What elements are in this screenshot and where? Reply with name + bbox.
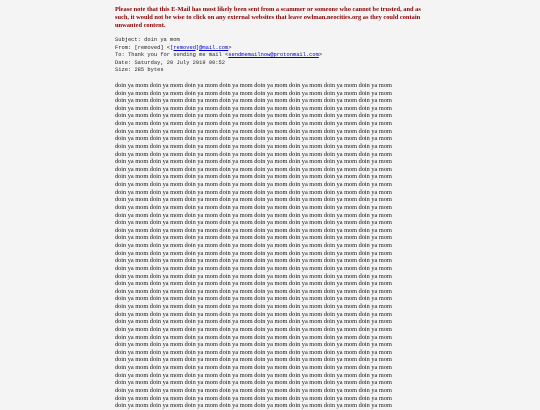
body-line: doin ya mom doin ya mom doin ya mom doin ya mom doin ya mom doin ya mom doin ya mom doin ya mom	[115, 242, 392, 250]
body-line: doin ya mom doin ya mom doin ya mom doin ya mom doin ya mom doin ya mom doin ya mom doin ya mom	[115, 89, 392, 97]
scam-warning: Please note that this E-Mail has most likely been sent from a scammer or someone who cannot be trusted, and as such, it would not be wise to click on any external websites that leave owlman.neocities.org as they could contain unwanted content.	[115, 6, 421, 29]
date-value: Saturday, 20 July 2019 00:52	[134, 59, 226, 66]
body-line: doin ya mom doin ya mom doin ya mom doin ya mom doin ya mom doin ya mom doin ya mom doin ya mom	[115, 142, 392, 150]
body-line: doin ya mom doin ya mom doin ya mom doin ya mom doin ya mom doin ya mom doin ya mom doin ya mom	[115, 364, 392, 372]
from-name: [removed]	[134, 44, 164, 51]
date-label: Date:	[115, 59, 132, 66]
email-headers: Subject: doin ya mom From: [removed] <[removed]@mail.com> To: Thank you for sending me mail <sendmemailnow@protonmail.com> Date: Saturday, 20 July 2019 00:52 Size: 285 bytes	[115, 37, 323, 74]
body-line: doin ya mom doin ya mom doin ya mom doin ya mom doin ya mom doin ya mom doin ya mom doin ya mom	[115, 97, 392, 105]
body-line: doin ya mom doin ya mom doin ya mom doin ya mom doin ya mom doin ya mom doin ya mom doin ya mom	[115, 158, 392, 166]
body-line: doin ya mom doin ya mom doin ya mom doin ya mom doin ya mom doin ya mom doin ya mom doin ya mom	[115, 173, 392, 181]
body-line: doin ya mom doin ya mom doin ya mom doin ya mom doin ya mom doin ya mom doin ya mom doin ya mom	[115, 371, 392, 379]
subject-value: doin ya mom	[144, 37, 180, 43]
body-line: doin ya mom doin ya mom doin ya mom doin ya mom doin ya mom doin ya mom doin ya mom doin ya mom	[115, 280, 392, 288]
body-line: doin ya mom doin ya mom doin ya mom doin ya mom doin ya mom doin ya mom doin ya mom doin ya mom	[115, 181, 392, 189]
body-line: doin ya mom doin ya mom doin ya mom doin ya mom doin ya mom doin ya mom doin ya mom doin ya mom	[115, 203, 392, 211]
body-line: doin ya mom doin ya mom doin ya mom doin ya mom doin ya mom doin ya mom doin ya mom doin ya mom	[115, 325, 392, 333]
from-label: From:	[115, 44, 132, 51]
email-view	[115, 6, 425, 410]
body-line: doin ya mom doin ya mom doin ya mom doin ya mom doin ya mom doin ya mom doin ya mom doin ya mom	[115, 112, 392, 120]
subject-label: Subject:	[115, 37, 141, 43]
body-line: doin ya mom doin ya mom doin ya mom doin ya mom doin ya mom doin ya mom doin ya mom doin ya mom	[115, 356, 392, 364]
body-line: doin ya mom doin ya mom doin ya mom doin ya mom doin ya mom doin ya mom doin ya mom doin ya mom	[115, 135, 392, 143]
to-name: Thank you for sending me mail	[127, 52, 222, 59]
body-line: doin ya mom doin ya mom doin ya mom doin ya mom doin ya mom doin ya mom doin ya mom doin ya mom	[115, 394, 392, 402]
body-line: doin ya mom doin ya mom doin ya mom doin ya mom doin ya mom doin ya mom doin ya mom doin ya mom	[115, 104, 392, 112]
body-line: doin ya mom doin ya mom doin ya mom doin ya mom doin ya mom doin ya mom doin ya mom doin ya mom	[115, 196, 392, 204]
size-value: 285 bytes	[134, 67, 164, 74]
body-line: doin ya mom doin ya mom doin ya mom doin ya mom doin ya mom doin ya mom doin ya mom doin ya mom	[115, 264, 392, 272]
body-line: doin ya mom doin ya mom doin ya mom doin ya mom doin ya mom doin ya mom doin ya mom doin ya mom	[115, 386, 392, 394]
body-line: doin ya mom doin ya mom doin ya mom doin ya mom doin ya mom doin ya mom doin ya mom doin ya mom	[115, 234, 392, 242]
body-line: doin ya mom doin ya mom doin ya mom doin ya mom doin ya mom doin ya mom doin ya mom doin ya mom	[115, 318, 392, 326]
email-body	[115, 82, 425, 410]
body-line: doin ya mom doin ya mom doin ya mom doin ya mom doin ya mom doin ya mom doin ya mom doin ya mom	[115, 272, 392, 280]
size-label: Size:	[115, 67, 132, 74]
body-line: doin ya mom doin ya mom doin ya mom doin ya mom doin ya mom doin ya mom doin ya mom doin ya mom	[115, 165, 392, 173]
body-line: doin ya mom doin ya mom doin ya mom doin ya mom doin ya mom doin ya mom doin ya mom doin ya mom	[115, 295, 392, 303]
body-line: doin ya mom doin ya mom doin ya mom doin ya mom doin ya mom doin ya mom doin ya mom doin ya mom	[115, 249, 392, 257]
to-email-link[interactable]: sendmemailnow@protonmail.com	[228, 52, 319, 59]
body-line: doin ya mom doin ya mom doin ya mom doin ya mom doin ya mom doin ya mom doin ya mom doin ya mom	[115, 257, 392, 265]
body-line: doin ya mom doin ya mom doin ya mom doin ya mom doin ya mom doin ya mom doin ya mom doin ya mom	[115, 219, 392, 227]
body-line: doin ya mom doin ya mom doin ya mom doin ya mom doin ya mom doin ya mom doin ya mom doin ya mom	[115, 310, 392, 318]
body-line: doin ya mom doin ya mom doin ya mom doin ya mom doin ya mom doin ya mom doin ya mom doin ya mom	[115, 211, 392, 219]
body-line: doin ya mom doin ya mom doin ya mom doin ya mom doin ya mom doin ya mom doin ya mom doin ya mom	[115, 341, 392, 349]
body-line: doin ya mom doin ya mom doin ya mom doin ya mom doin ya mom doin ya mom doin ya mom doin ya mom	[115, 150, 392, 158]
body-line: doin ya mom doin ya mom doin ya mom doin ya mom doin ya mom doin ya mom doin ya mom doin ya mom	[115, 402, 392, 410]
body-line: doin ya mom doin ya mom doin ya mom doin ya mom doin ya mom doin ya mom doin ya mom doin ya mom	[115, 120, 392, 128]
body-line: doin ya mom doin ya mom doin ya mom doin ya mom doin ya mom doin ya mom doin ya mom doin ya mom	[115, 81, 392, 89]
body-line: doin ya mom doin ya mom doin ya mom doin ya mom doin ya mom doin ya mom doin ya mom doin ya mom	[115, 127, 392, 135]
body-line: doin ya mom doin ya mom doin ya mom doin ya mom doin ya mom doin ya mom doin ya mom doin ya mom	[115, 379, 392, 387]
to-label: To:	[115, 52, 125, 59]
body-line: doin ya mom doin ya mom doin ya mom doin ya mom doin ya mom doin ya mom doin ya mom doin ya mom	[115, 333, 392, 341]
body-line: doin ya mom doin ya mom doin ya mom doin ya mom doin ya mom doin ya mom doin ya mom doin ya mom	[115, 348, 392, 356]
from-email-link[interactable]: [removed]@mail.com	[170, 44, 229, 51]
body-line: doin ya mom doin ya mom doin ya mom doin ya mom doin ya mom doin ya mom doin ya mom doin ya mom	[115, 303, 392, 311]
body-line: doin ya mom doin ya mom doin ya mom doin ya mom doin ya mom doin ya mom doin ya mom doin ya mom	[115, 188, 392, 196]
body-line: doin ya mom doin ya mom doin ya mom doin ya mom doin ya mom doin ya mom doin ya mom doin ya mom	[115, 226, 392, 234]
body-line: doin ya mom doin ya mom doin ya mom doin ya mom doin ya mom doin ya mom doin ya mom doin ya mom	[115, 287, 392, 295]
